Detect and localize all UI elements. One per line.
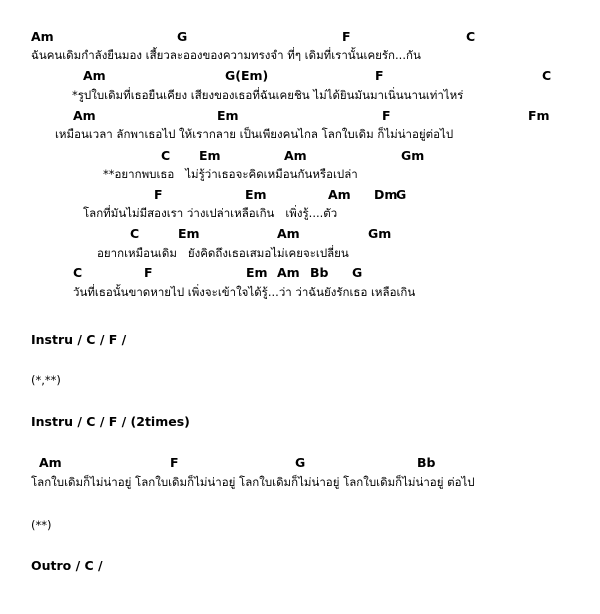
- instru-section: Instru / C / F / (2times): [31, 414, 190, 429]
- lyric-line: อยากเหมือนเดิม ยังคิดถึงเธอเสมอไม่เคยจะเปลี่ยน: [97, 246, 349, 260]
- chord: Am: [83, 68, 106, 83]
- chord: Fm: [528, 108, 550, 123]
- chord: C: [161, 148, 171, 163]
- chord: Am: [284, 148, 307, 163]
- chord: Gm: [401, 148, 425, 163]
- lyric-line: เหมือนเวลา ลักพาเธอไป ให้เรากลาย เป็นเพียงคนไกล โลกใบเดิม ก็ไม่น่าอยู่ต่อไป: [55, 127, 454, 141]
- lyric-line: **อยากพบเธอ ไม่รู้ว่าเธอจะคิดเหมือนกันหรือเปล่า: [103, 167, 358, 181]
- chord: C: [466, 29, 476, 44]
- chord: C: [73, 265, 83, 280]
- chord: Am: [277, 226, 300, 241]
- lyric-line: โลกที่มันไม่มีสองเรา ว่างเปล่าเหลือเกิน เพิ่งรู้....ตัว: [83, 206, 338, 220]
- chord: F: [154, 187, 163, 202]
- repeat-marker: (**): [31, 518, 52, 532]
- chord: Em: [246, 265, 268, 280]
- outro-section: Outro / C /: [31, 558, 103, 573]
- chord: F: [375, 68, 384, 83]
- repeat-marker: (*,**): [31, 373, 61, 387]
- lyric-line: ฉันคนเดิมกำลังยืนมอง เสี้ยวละอองของความทรงจำ ที่ๆ เดิมที่เรานั้นเคยรัก...กัน: [31, 48, 421, 62]
- chord: Bb: [310, 265, 329, 280]
- chord: Am: [39, 455, 62, 470]
- chord: Am: [31, 29, 54, 44]
- lyric-line: *รูปใบเดิมที่เธอยืนเคียง เสียงของเธอที่ฉันเคยชิน ไม่ได้ยินมันมาเนิ่นนานเท่าไหร่: [72, 88, 464, 102]
- chord: F: [382, 108, 391, 123]
- lyric-line: วันที่เธอนั้นขาดหายไป เพิ่งจะเข้าใจได้รู้...ว่า ว่าฉันยังรักเธอ เหลือเกิน: [73, 285, 416, 299]
- lyric-line: โลกใบเดิมก็ไม่น่าอยู่ โลกใบเดิมก็ไม่น่าอยู่ โลกใบเดิมก็ไม่น่าอยู่ โลกใบเดิมก็ไม่น่าอยู่ ต่อไป: [31, 475, 475, 489]
- chord: F: [170, 455, 179, 470]
- instru-section: Instru / C / F /: [31, 332, 127, 347]
- chord: G: [352, 265, 363, 280]
- chord: F: [342, 29, 351, 44]
- chord: Em: [178, 226, 200, 241]
- chord: G: [177, 29, 188, 44]
- chord: Dm: [374, 187, 398, 202]
- chord: G(Em): [225, 68, 269, 83]
- chord: G: [295, 455, 306, 470]
- chord: C: [542, 68, 552, 83]
- chord: G: [396, 187, 407, 202]
- chord: Bb: [417, 455, 436, 470]
- chord: Am: [328, 187, 351, 202]
- chord: Gm: [368, 226, 392, 241]
- chord: C: [130, 226, 140, 241]
- chord: Em: [217, 108, 239, 123]
- chord: Am: [73, 108, 96, 123]
- chord: Em: [245, 187, 267, 202]
- chord: Am: [277, 265, 300, 280]
- chord: Em: [199, 148, 221, 163]
- chord: F: [144, 265, 153, 280]
